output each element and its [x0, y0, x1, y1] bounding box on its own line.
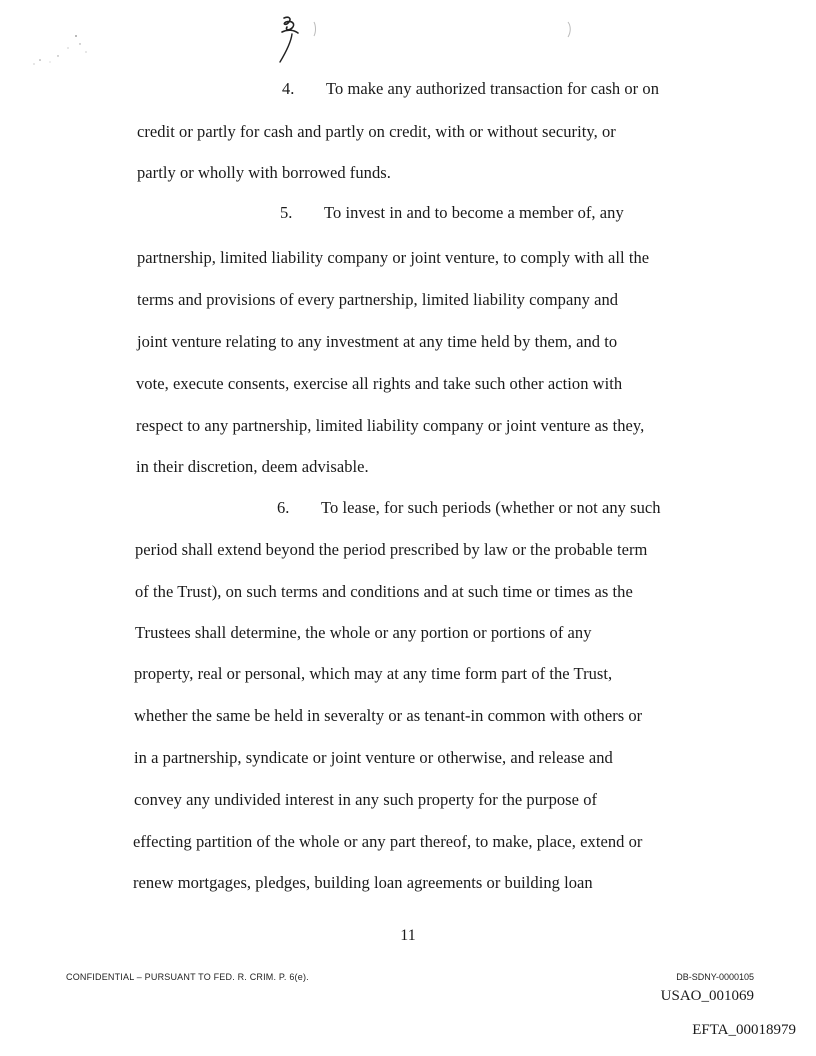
paragraph-5-first-line — [280, 203, 624, 223]
text-line: To lease, for such periods (whether or not any such — [321, 498, 661, 517]
text-line: respect to any partnership, limited liability company or joint venture as they, — [136, 416, 645, 435]
text-line: partly or wholly with borrowed funds. — [137, 163, 391, 182]
paragraph-number: 5. — [280, 203, 293, 222]
text-line: vote, execute consents, exercise all rights and take such other action with — [136, 374, 623, 393]
text-line: partnership, limited liability company or joint venture, to comply with all the — [137, 248, 650, 267]
paragraph-number: 6. — [277, 498, 290, 517]
scan-mark — [566, 20, 576, 40]
paragraph-6-first-line — [277, 498, 661, 518]
text-line: in their discretion, deem advisable. — [136, 457, 369, 476]
text-line: convey any undivided interest in any such property for the purpose of — [134, 790, 598, 809]
text-line: whether the same be held in severalty or as tenant-in common with others or — [134, 706, 643, 725]
text-line: To invest in and to become a member of, any — [324, 203, 624, 222]
text-line: in a partnership, syndicate or joint venture or otherwise, and release and — [134, 748, 613, 767]
scan-specks-mark — [28, 26, 108, 76]
handwritten-initials-mark — [274, 12, 334, 72]
db-bates-number: DB-SDNY-0000105 — [676, 972, 754, 982]
text-line: To make any authorized transaction for cash or on — [326, 79, 660, 98]
text-line: period shall extend beyond the period prescribed by law or the probable term — [135, 540, 648, 559]
text-line: of the Trust), on such terms and conditions and at such time or times as the — [135, 582, 633, 601]
page-number: 11 — [400, 927, 416, 944]
text-line: terms and provisions of every partnership, limited liability company and — [137, 290, 619, 309]
text-line: property, real or personal, which may at any time form part of the Trust, — [134, 664, 613, 683]
text-line: Trustees shall determine, the whole or any portion or portions of any — [135, 623, 592, 642]
text-line: credit or partly for cash and partly on credit, with or without security, or — [137, 122, 616, 141]
efta-bates-number: EFTA_00018979 — [692, 1022, 796, 1038]
paragraph-4-first-line — [282, 79, 659, 99]
text-line: effecting partition of the whole or any part thereof, to make, place, extend or — [133, 832, 643, 851]
confidentiality-notice: CONFIDENTIAL – PURSUANT TO FED. R. CRIM. P. 6(e). — [66, 972, 309, 982]
paragraph-number: 4. — [282, 79, 295, 98]
text-line: renew mortgages, pledges, building loan agreements or building loan — [133, 873, 593, 892]
text-line: joint venture relating to any investment at any time held by them, and to — [137, 332, 618, 351]
usao-bates-number: USAO_001069 — [660, 988, 754, 1004]
